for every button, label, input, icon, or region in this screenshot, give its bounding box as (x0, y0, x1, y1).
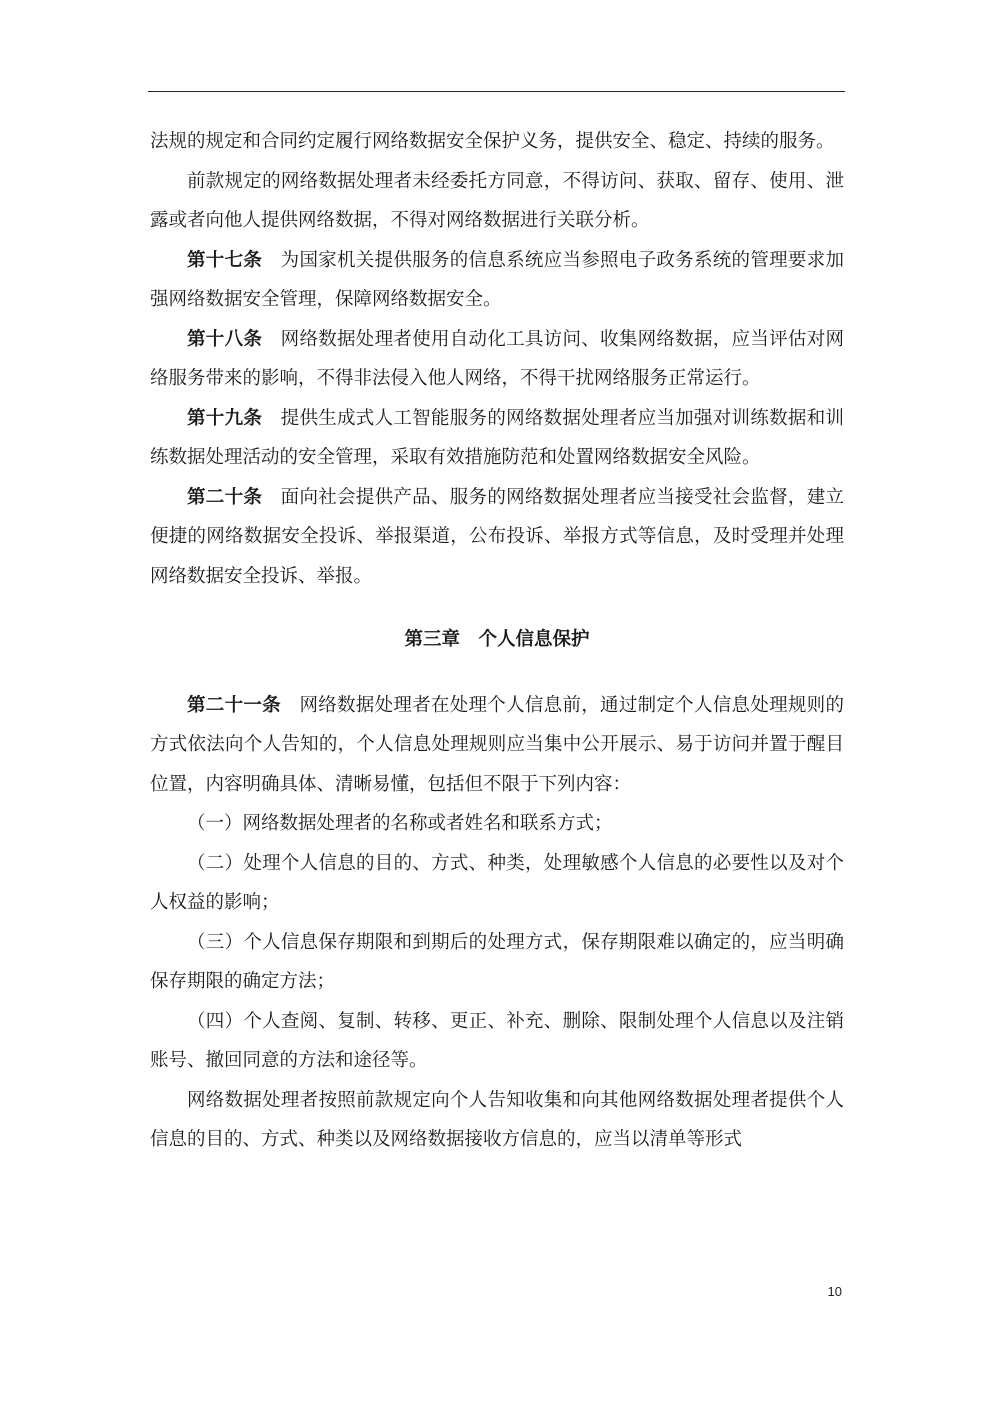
paragraphs-after-chapter (150, 686, 844, 1160)
paragraph (150, 399, 844, 478)
document-body (150, 122, 844, 1160)
paragraph-text: 网络数据处理者使用自动化工具访问、收集网络数据，应当评估对网络服务带来的影响，不得非法侵入他人网络，不得干扰网络服务正常运行。 (150, 328, 844, 389)
chapter-title: 个人信息保护 (478, 629, 590, 650)
article-number: 第十七条 (187, 249, 263, 271)
paragraph-text: 网络数据处理者在处理个人信息前，通过制定个人信息处理规则的方式依法向个人告知的，个人信息处理规则应当集中公开展示、易于访问并置于醒目位置，内容明确具体、清晰易懂，包括但不限于下列内容： (150, 694, 844, 795)
paragraph-text: 法规的规定和合同约定履行网络数据安全保护义务，提供安全、稳定、持续的服务。 (150, 131, 835, 152)
paragraph (150, 923, 844, 1002)
paragraph (150, 686, 844, 805)
article-number: 第十八条 (187, 328, 263, 350)
paragraph (150, 320, 844, 399)
paragraphs-before-chapter (150, 122, 844, 596)
paragraph (150, 1081, 844, 1160)
article-number: 第二十一条 (187, 694, 281, 716)
paragraph (150, 804, 844, 844)
paragraph-text: 网络数据处理者按照前款规定向个人告知收集和向其他网络数据处理者提供个人信息的目的、方式、种类以及网络数据接收方信息的，应当以清单等形式 (150, 1089, 844, 1150)
paragraph-text: （二）处理个人信息的目的、方式、种类，处理敏感个人信息的必要性以及对个人权益的影响； (150, 852, 844, 913)
chapter-heading (150, 620, 844, 660)
paragraph-text: 前款规定的网络数据处理者未经委托方同意，不得访问、获取、留存、使用、泄露或者向他人提供网络数据，不得对网络数据进行关联分析。 (150, 170, 844, 231)
paragraph-text: （三）个人信息保存期限和到期后的处理方式，保存期限难以确定的，应当明确保存期限的确定方法； (150, 931, 844, 992)
chapter-number: 第三章 (404, 629, 460, 650)
article-number: 第十九条 (187, 407, 263, 429)
paragraph (150, 122, 844, 162)
paragraph-text: 为国家机关提供服务的信息系统应当参照电子政务系统的管理要求加强网络数据安全管理，保障网络数据安全。 (150, 249, 844, 310)
paragraph (150, 478, 844, 597)
paragraph (150, 1002, 844, 1081)
paragraph (150, 844, 844, 923)
header-rule (148, 91, 845, 92)
paragraph-text: （四）个人查阅、复制、转移、更正、补充、删除、限制处理个人信息以及注销账号、撤回同意的方法和途径等。 (150, 1010, 844, 1071)
paragraph-text: 提供生成式人工智能服务的网络数据处理者应当加强对训练数据和训练数据处理活动的安全管理，采取有效措施防范和处置网络数据安全风险。 (150, 407, 844, 468)
paragraph (150, 241, 844, 320)
article-number: 第二十条 (187, 486, 263, 508)
page-number: 10 (827, 1284, 842, 1299)
paragraph-text: 面向社会提供产品、服务的网络数据处理者应当接受社会监督，建立便捷的网络数据安全投诉、举报渠道，公布投诉、举报方式等信息，及时受理并处理网络数据安全投诉、举报。 (150, 486, 844, 587)
paragraph-text: （一）网络数据处理者的名称或者姓名和联系方式； (187, 813, 613, 834)
paragraph (150, 162, 844, 241)
